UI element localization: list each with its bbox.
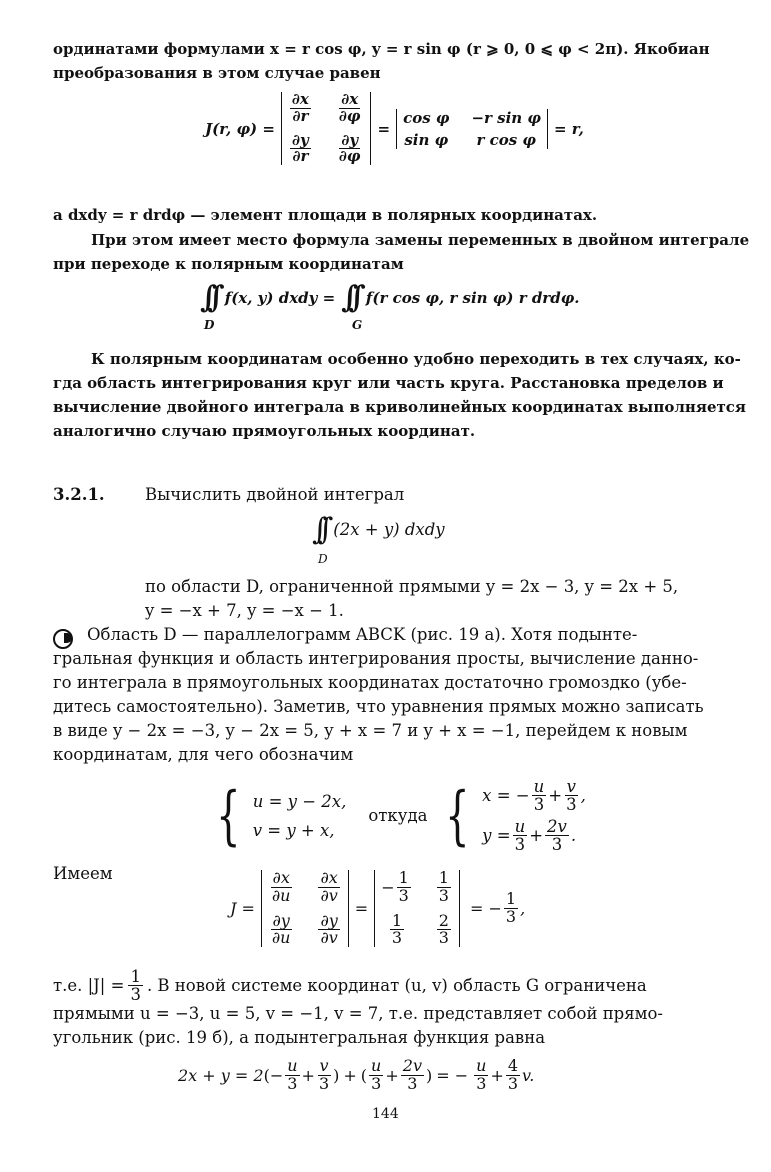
det-entry: sin φ [404,130,449,149]
frac-num: v [566,777,576,796]
frac-den: 3 [130,985,141,1005]
integral-domain-G: G [352,318,363,332]
period: . [570,825,577,845]
frac-num: u [371,1056,382,1075]
jac-entry: ∂u [271,885,291,905]
jacobian-determinant [281,92,372,165]
frac-num: 1 [438,868,449,887]
integral-domain: D [318,552,328,566]
integrand: (2x + y) dxdy [333,520,445,539]
imeem-word: Имеем [53,864,113,883]
solution-line: го интеграла в прямоугольных координатах достаточно громоздко (убе- [53,673,687,692]
final-equation [178,1058,534,1093]
jacobian-polar [205,92,584,165]
formula-left: f(x, y) dxdy = [224,288,336,307]
numeric-determinant [374,870,460,947]
frac-den: 3 [566,795,577,815]
brace-icon: { [445,778,471,853]
frac-num: u [514,816,526,836]
plus-sign: + [548,786,563,806]
system-row: v = y + x, [252,820,335,840]
det-entry: r cos φ [476,130,536,149]
frac-num: u [476,1056,487,1075]
det-entry: cos φ [403,108,450,127]
frac-num: 1 [391,910,403,930]
frac-num: u [533,777,545,796]
frac-num: 2 [438,910,449,930]
paragraph-line: гда область интегрирования круг или часть круга. Расстановка пределов и [53,374,724,392]
text-line: а dxdy = r drdφ — элемент площади в полярных координатах. [53,206,598,224]
frac-den: 3 [407,1073,418,1093]
frac-den: 3 [318,1073,330,1093]
jac-entry: ∂x [320,868,338,887]
jac-entry: ∂x [341,90,359,108]
frac-den: 3 [371,1073,382,1093]
minus-sign: − [381,877,395,897]
jac-entry: ∂x [272,868,290,887]
frac-den: 3 [514,834,526,854]
solution-line: гральная функция и область интегрирования просты, вычисление данно- [53,649,699,668]
text-line: ординатами формулами x = r cos φ, y = r sin φ (r ⩾ 0, 0 ⩽ φ < 2π). Якобиан [53,40,710,58]
jacobian-determinant [261,870,349,947]
jac-entry: ∂φ [338,106,361,125]
jac-entry: ∂x [291,90,309,108]
frac-den: 3 [551,834,563,854]
brace-icon: { [216,778,241,853]
problem-condition: y = −x + 7, y = −x − 1. [145,601,344,620]
frac-den: 3 [287,1073,298,1093]
jac-entry: ∂v [320,885,338,905]
solution-start-icon [53,629,73,650]
problem-condition: по области D, ограниченной прямыми y = 2x − 3, y = 2x + 5, [145,577,679,596]
paren: ) [425,1065,433,1085]
paren: ( [360,1065,368,1085]
text-part: . В новой системе координат (u, v) область G ограничена [146,976,647,996]
eq-part: y = [482,825,511,845]
inverse-x [482,778,586,814]
jacobian-rhs: = − [469,899,502,919]
solution-line: в виде y − 2x = −3, y − 2x = 5, y + x = 7 и y + x = −1, перейдем к новым [53,721,688,740]
plus-sign: + [301,1065,315,1085]
system-row: u = y − 2x, [252,791,347,811]
frac-num: 1 [398,868,409,887]
substitution-system [208,778,586,853]
solution-line: дитесь самостоятельно). Заметив, что уравнения прямых можно записать [53,697,704,716]
double-integral-icon: ∫∫ [341,280,356,315]
text-line: при переходе к полярным координатам [53,255,404,273]
comma: , [520,899,526,919]
frac-den: 3 [438,928,449,948]
eq-part: (− [263,1065,284,1085]
problem-title: Вычислить двойной интеграл [145,485,405,504]
double-integral-icon: ∫∫ [200,280,215,315]
polar-change-formula [200,280,580,315]
solution-line: координатам, для чего обозначим [53,745,354,764]
comma: , [580,786,586,806]
double-integral-icon: ∫∫ [312,512,324,547]
text-line: При этом имеет место формула замены переменных в двойном интеграле [91,231,750,249]
frac-den: 3 [505,907,517,927]
jac-entry: ∂y [272,910,290,930]
frac-den: 3 [533,795,545,815]
plus-sign: + [490,1065,504,1085]
frac-num: 2v [402,1056,422,1075]
paren: ) [333,1065,340,1085]
jac-entry: ∂y [341,130,359,149]
formula-right: f(r cos φ, r sin φ) r drdφ. [365,288,580,307]
otkuda-word: откуда [368,806,428,826]
frac-num: 2v [547,816,567,836]
paragraph-line: аналогично случаю прямоугольных координат. [53,422,476,440]
jac-entry: ∂v [320,928,338,948]
equals-sign: = [354,899,369,919]
frac-num: u [287,1056,298,1075]
problem-number: 3.2.1. [53,485,105,504]
frac-den: 3 [476,1073,487,1093]
solution-line: угольник (рис. 19 б), а подынтегральная функция равна [53,1028,546,1047]
jac-entry: ∂φ [338,147,361,166]
text-line: преобразования в этом случае равен [53,64,381,82]
frac-num: 1 [130,967,141,986]
paragraph-line: вычисление двойного интеграла в криволинейных координатах выполняется [53,398,747,416]
jacobian-uv [230,870,525,947]
plus-sign: + [343,1065,357,1085]
frac-den: 3 [438,885,449,905]
text-part: т.е. |J| = [53,976,125,996]
inverse-y [482,818,586,854]
frac-den: 3 [391,928,403,948]
solution-line: Область D — параллелограмм ABCK (рис. 19 а). Хотя подынте- [87,625,638,644]
eq-part: x = − [482,786,530,806]
jacobian-rhs: = r, [554,119,584,138]
frac-num: 4 [507,1056,519,1075]
eq-part: 2x + y = 2 [178,1065,264,1085]
paragraph-line: К полярным координатам особенно удобно переходить в тех случаях, ко- [91,350,741,368]
solution-line: прямыми u = −3, u = 5, v = −1, v = 7, т.е. представляет собой прямо- [53,1004,664,1023]
eq-part: v. [522,1065,535,1085]
plus-sign: + [385,1065,399,1085]
frac-num: 1 [505,889,517,909]
equals-sign: = [377,119,391,138]
jacobian-lhs: J(r, φ) = [205,119,275,138]
jac-entry: ∂y [320,910,338,930]
jac-entry: ∂y [292,130,309,149]
jac-entry: ∂r [292,147,309,166]
jacobian-lhs: J = [230,899,255,919]
frac-num: v [319,1056,329,1075]
plus-sign: + [529,825,544,845]
jac-entry: ∂u [271,928,291,948]
solution-line [53,968,647,1004]
frac-den: 3 [398,885,409,905]
jac-entry: ∂r [292,106,309,125]
eq-part: = − [436,1065,469,1085]
integral-domain-D: D [204,318,215,332]
det-entry: −r sin φ [471,108,541,127]
trig-determinant [396,109,548,149]
page-number: 144 [372,1106,399,1122]
problem-integral [312,512,445,547]
frac-den: 3 [507,1073,519,1093]
